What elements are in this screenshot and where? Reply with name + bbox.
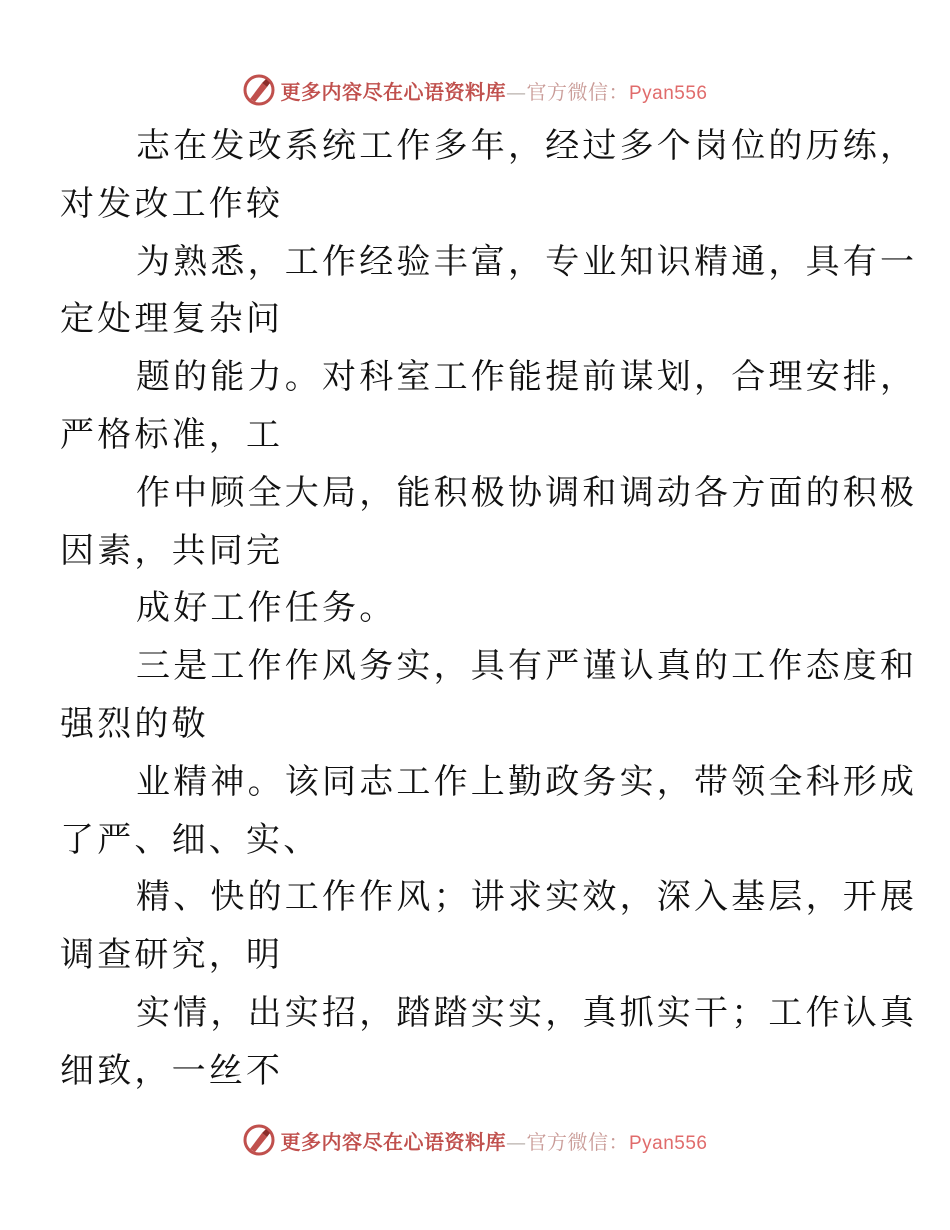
paragraph [60,869,918,985]
line: 对发改工作较 [60,183,284,224]
pen-logo-icon [242,73,276,107]
paragraph [60,638,918,754]
line: 三是工作作风务实，具有严谨认真的工作态度和 [136,646,918,687]
header-wechat-label: 官方微信： [526,79,629,104]
line: 实情，出实招，踏踏实实，真抓实干；工作认真 [136,992,918,1033]
document-body [60,118,918,1101]
line: 志在发改系统工作多年，经过多个岗位的历练， [136,126,918,166]
header-dash: — [505,79,527,104]
header-brand-text: 更多内容尽在心语资料库 [280,79,506,104]
footer-banner [0,1118,950,1162]
footer-wechat-handle: Pyan556 [628,1132,708,1154]
footer-wechat-label: 官方微信： [526,1129,629,1154]
line: 成好工作任务。 [136,588,397,629]
paragraph [60,465,918,581]
line: 强烈的敬 [60,703,209,744]
line: 严格标准，工 [60,414,284,455]
line: 精、快的工作作风；讲求实效，深入基层，开展 [136,877,918,918]
line: 业精神。该同志工作上勤政务实，带领全科形成 [136,761,918,802]
line: 了严、细、实、 [60,819,321,860]
line: 题的能力。对科室工作能提前谋划，合理安排， [136,357,918,398]
line: 定处理复杂问 [60,299,284,340]
line: 作中顾全大局，能积极协调和调动各方面的积极 [136,472,918,513]
paragraph [98,580,858,638]
footer-brand-text: 更多内容尽在心语资料库 [280,1129,506,1154]
paragraph [60,754,918,870]
line: 细致，一丝不 [60,1050,284,1091]
line: 因素，共同完 [60,530,284,571]
header-banner [0,68,950,112]
paragraph [60,234,918,350]
pen-logo-icon [242,1123,276,1157]
paragraph [60,349,918,465]
paragraph [60,985,918,1101]
header-wechat-handle: Pyan556 [628,82,708,104]
paragraph [60,118,918,234]
footer-dash: — [505,1129,527,1154]
line: 调查研究，明 [60,935,284,976]
line: 为熟悉，工作经验丰富，专业知识精通，具有一 [136,241,918,282]
